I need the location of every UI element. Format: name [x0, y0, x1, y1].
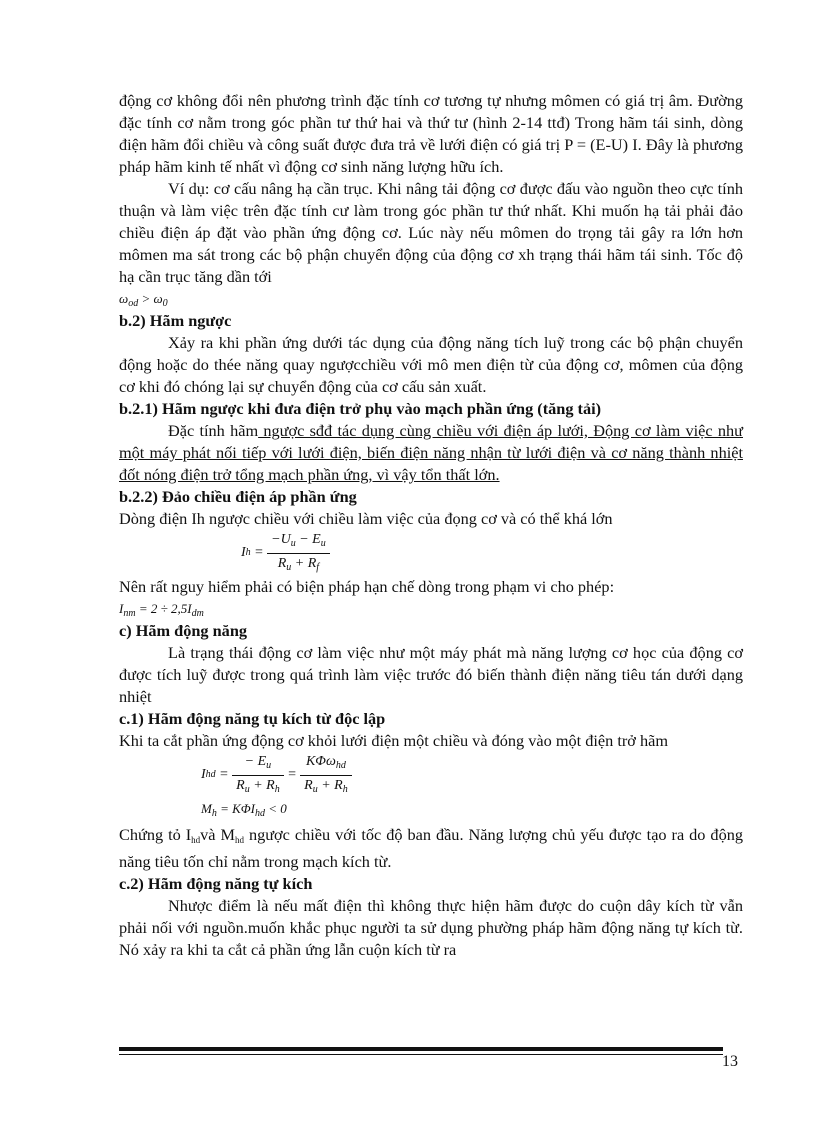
equation-omega: $\omega_{od} > \omega_0$: [119, 291, 168, 309]
heading-c1: c.1) Hãm động năng tụ kích từ độc lập: [119, 709, 386, 728]
paragraph-added-resistor: Đặc tính hãm ngược sđđ tác dụng cùng chiều với điện áp lưới, Động cơ làm việc như một máy phát nối tiếp với lưới điện, biến điện năng nhận từ lưới điện và cơ năng thành nhiệt đốt nóng điện trở tổng mạch phần ứng, vì vậy tổn thất lớn.: [119, 421, 743, 484]
fraction-ihd-2: $\frac{K\Phi\omega_{hd}}{R_u + R_h}$: [300, 752, 352, 799]
heading-b22: b.2.2) Đảo chiều điện áp phần ứng: [119, 487, 357, 506]
paragraph-self-excitation: Nhược điểm là nếu mất điện thì không thực hiện hãm được do cuộn dây kích từ vẫn phải nối với nguồn.muốn khắc phục người ta sử dụng phường pháp hãm động năng tự kích từ. Nó xảy ra khi ta cắt cả phần ứng lẫn cuộn kích từ ra: [119, 896, 743, 959]
paragraph-reverse-braking: Xảy ra khi phần ứng dưới tác dụng của động năng tích luỹ trong các bộ phận chuyển động hoặc do thée năng quay ngượcchiều với mô men điện từ của động cơ, mômen của động cơ khi đó chóng lại sự chuyển động của cơ cấu sản xuất.: [119, 333, 743, 396]
heading-c: c) Hãm động năng: [119, 621, 248, 640]
equation-ih: I h = $\frac{-U_u - E_u}{R_u + R_f}$: [119, 530, 743, 576]
heading-c2: c.2) Hãm động năng tự kích: [119, 874, 313, 893]
footer-rule-thick: [119, 1047, 723, 1051]
fraction-ih: $\frac{-U_u - E_u}{R_u + R_f}$: [267, 530, 330, 577]
paragraph-proof: Chứng tỏ Ihdvà Mhd ngược chiều với tốc độ ban đầu. Năng lượng chủ yếu được tạo ra do động năng tiêu tốn chỉ nằm trong mạch kích từ.: [119, 825, 743, 871]
equation-ihd: I hd = $\frac{- E_u}{R_u + R_h}$ = $\frac{K\Phi\omega_{hd}}{R_u + R_h}$: [119, 752, 743, 798]
paragraph-crane-example: Ví dụ: cơ cấu nâng hạ cần trục. Khi nâng tải động cơ được đấu vào nguồn theo cực tính thuận và làm việc trên đặc tính cư làm trong góc phần tư thứ nhất. Khi muốn hạ tải phải đảo chiều điện áp đặt vào phần ứng động cơ. Lúc này nếu mômen do trọng tải gây ra lớn hơn mômen ma sát trong các bộ phận chuyển động của động cơ xh trạng thái hãm tái sinh. Tốc độ hạ cần trục tăng dần tới: [119, 179, 743, 286]
paragraph-danger: Nên rất nguy hiểm phải có biện pháp hạn chế dòng trong phạm vi cho phép:: [119, 577, 615, 596]
document-body: [119, 90, 743, 961]
paragraph-dynamic-braking: Là trạng thái động cơ làm việc như một máy phát mà năng lượng cơ học của động cơ được tích luỹ được trong quá trình làm việc trước đó biến thành điện năng tiêu tán dưới dạng nhiệt: [119, 643, 743, 706]
paragraph-regenerative-braking: động cơ không đổi nên phương trình đặc tính cơ tương tự nhưng mômen có giá trị âm. Đường đặc tính cơ nằm trong góc phần tư thứ hai và thứ tư (hình 2-14 ttđ) Trong hãm tái sinh, dòng điện hãm đổi chiều và công suất được đưa trả về lưới điện có giá trị P = (E-U) I. Đây là phương pháp hãm kinh tế nhất vì động cơ sinh năng lượng hữu ích.: [119, 91, 743, 176]
page-number: 13: [722, 1053, 738, 1070]
heading-b2: b.2) Hãm ngược: [119, 311, 232, 330]
equation-inm: $I_{nm} = 2 \div 2,5I_{dm}$: [119, 601, 204, 619]
equation-mh: $M_h = K\Phi I_{hd} < 0$: [201, 801, 287, 819]
paragraph-current-ih: Dòng điện Ih ngược chiều với chiều làm việc của đọng cơ và có thể khá lớn: [119, 509, 613, 528]
paragraph-separate-excitation: Khi ta cắt phần ứng động cơ khỏi lưới điện một chiều và đóng vào một điện trở hãm: [119, 731, 668, 750]
heading-b21: b.2.1) Hãm ngược khi đưa điện trở phụ vào mạch phần ứng (tăng tải): [119, 399, 602, 418]
fraction-ihd-1: $\frac{- E_u}{R_u + R_h}$: [232, 752, 284, 799]
footer-rule-thin: [119, 1054, 723, 1055]
